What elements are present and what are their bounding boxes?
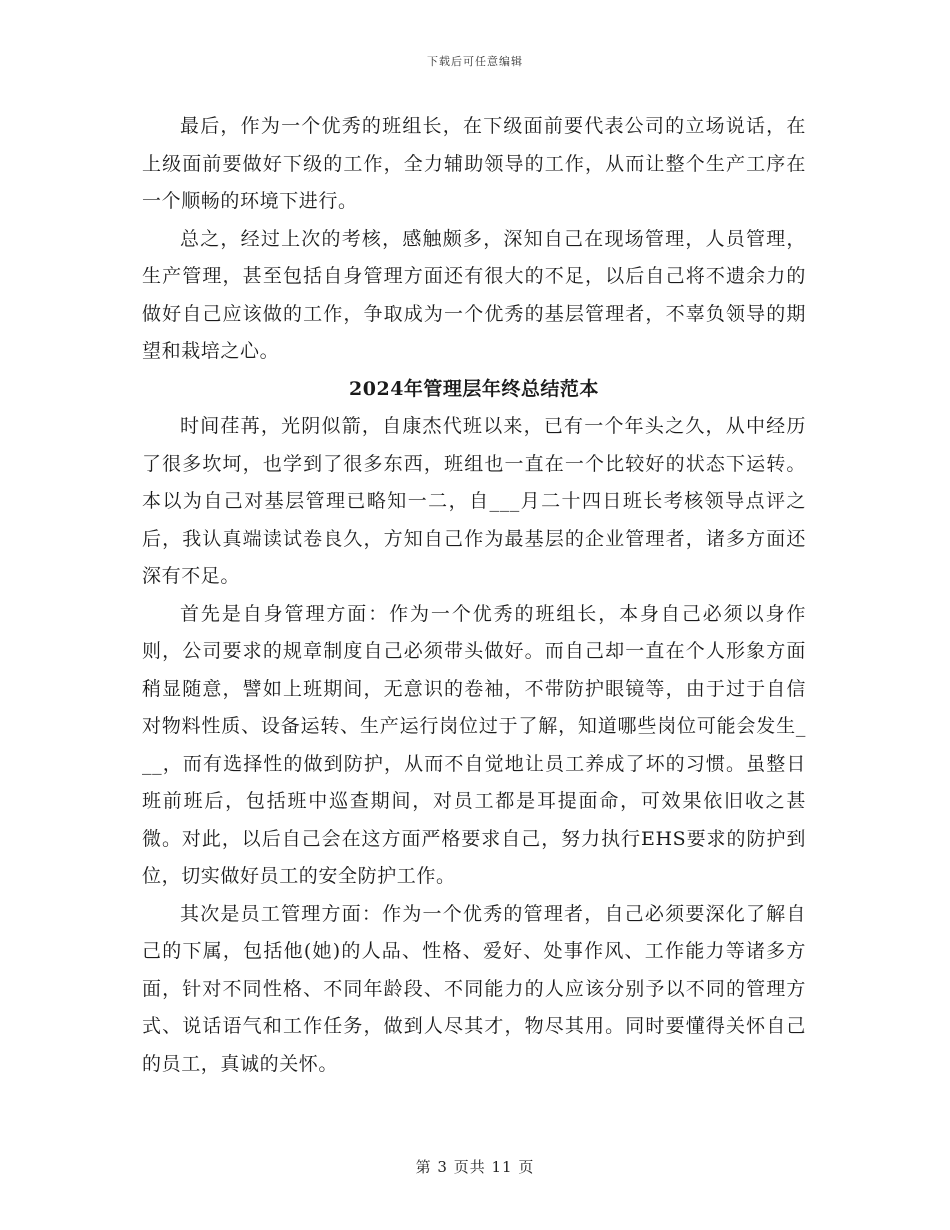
paragraph: 首先是自身管理方面：作为一个优秀的班组长，本身自己必须以身作则，公司要求的规章制度自己必须带头做好。而自己却一直在个人形象方面稍显随意，譬如上班期间，无意识的卷袖，不带防护眼镜等，由于过于自信对物料性质、设备运转、生产运行岗位过于了解，知道哪些岗位可能会发生___，而有选择性的做到防护，从而不自觉地让员工养成了坏的习惯。虽整日班前班后，包括班中巡查期间，对员工都是耳提面命，可效果依旧收之甚微。对此，以后自己会在这方面严格要求自己，努力执行EHS要求的防护到位，切实做好员工的安全防护工作。 bbox=[142, 602, 806, 887]
paragraph: 总之，经过上次的考核，感触颇多，深知自己在现场管理，人员管理，生产管理，甚至包括自身管理方面还有很大的不足，以后自己将不遗余力的做好自己应该做的工作，争取成为一个优秀的基层管理者，不辜负领导的期望和栽培之心。 bbox=[142, 227, 806, 362]
section-title: 2024年管理层年终总结范本 bbox=[349, 377, 599, 400]
page-footer: 第 3 页共 11 页 bbox=[415, 1158, 535, 1176]
paragraph: 其次是员工管理方面：作为一个优秀的管理者，自己必须要深化了解自己的下属，包括他(她)的人品、性格、爱好、处事作风、工作能力等诸多方面，针对不同性格、不同年龄段、不同能力的人应该分别予以不同的管理方式、说话语气和工作任务，做到人尽其才，物尽其用。同时要懂得关怀自己的员工，真诚的关怀。 bbox=[142, 902, 806, 1075]
paragraph: 时间荏苒，光阴似箭，自康杰代班以来，已有一个年头之久，从中经历了很多坎坷，也学到了很多东西，班组也一直在一个比较好的状态下运转。本以为自己对基层管理已略知一二，自___月二十四日班长考核领导点评之后，我认真端读试卷良久，方知自己作为最基层的企业管理者，诸多方面还深有不足。 bbox=[142, 415, 806, 587]
paragraph: 最后，作为一个优秀的班组长，在下级面前要代表公司的立场说话，在上级面前要做好下级的工作，全力辅助领导的工作，从而让整个生产工序在一个顺畅的环境下进行。 bbox=[142, 115, 806, 212]
document-body bbox=[142, 108, 806, 1083]
header-note: 下载后可任意编辑 bbox=[427, 55, 523, 68]
